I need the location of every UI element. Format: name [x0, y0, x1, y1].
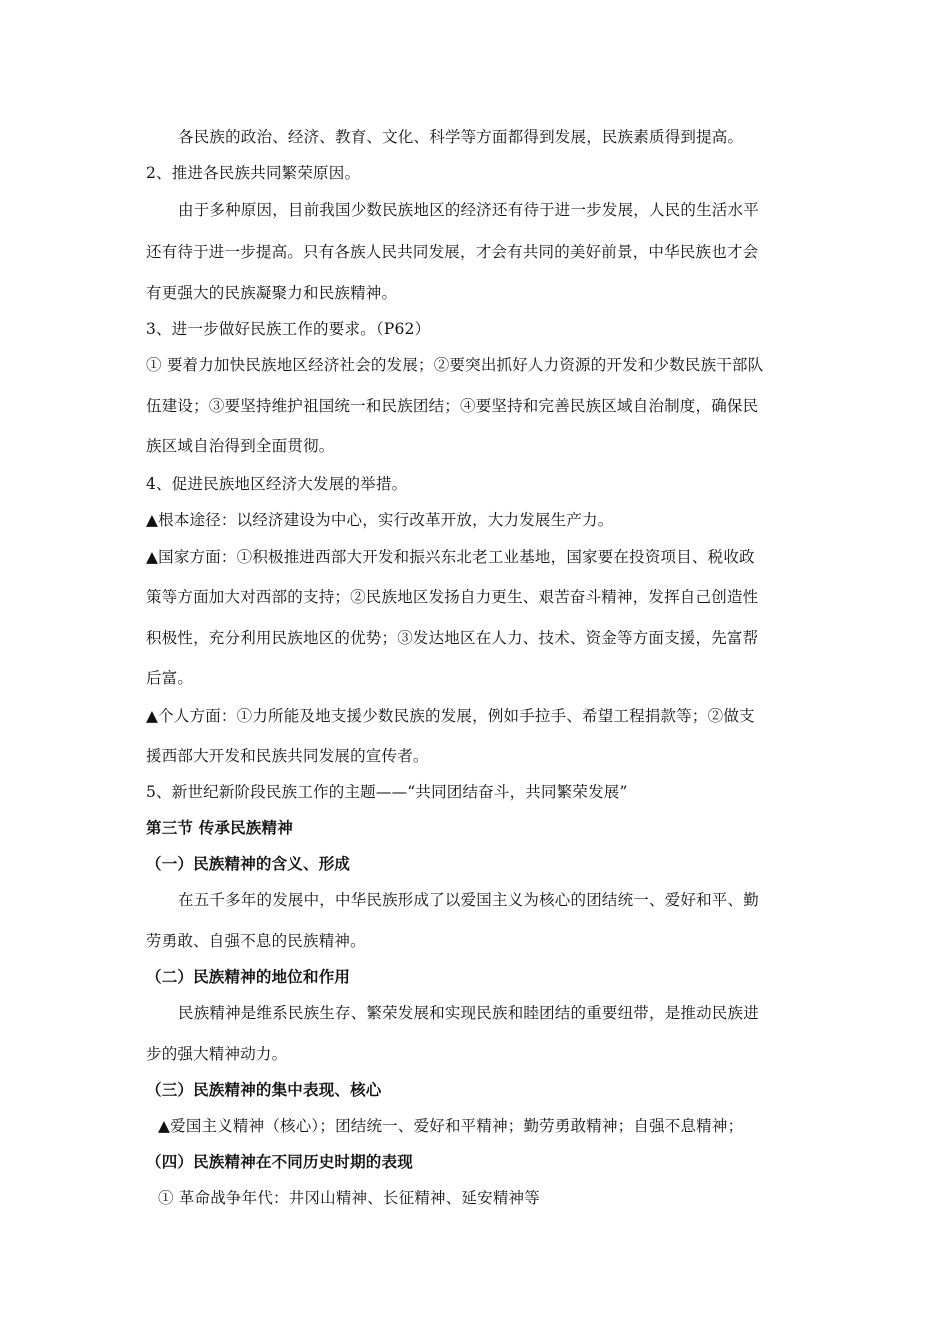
paragraph-line: 有更强大的民族凝聚力和民族精神。 [146, 284, 398, 302]
paragraph-line: 在五千多年的发展中，中华民族形成了以爱国主义为核心的团结统一、爱好和平、勤 [178, 891, 759, 909]
subsection-heading: （三）民族精神的集中表现、核心 [146, 1080, 382, 1099]
paragraph-line: ① 要着力加快民族地区经济社会的发展；②要突出抓好人力资源的开发和少数民族干部队 [146, 356, 764, 374]
subsection-heading: （四）民族精神在不同历史时期的表现 [146, 1152, 413, 1171]
section-heading: 4、促进民族地区经济大发展的举措。 [146, 475, 408, 493]
subsection-heading: （二）民族精神的地位和作用 [146, 967, 351, 986]
subsection-heading: （一）民族精神的含义、形成 [146, 854, 351, 873]
section-heading: 2、推进各民族共同繁荣原因。 [146, 164, 361, 182]
paragraph-line: 民族精神是维系民族生存、繁荣发展和实现民族和睦团结的重要纽带，是推动民族进 [178, 1004, 759, 1022]
paragraph-line: 步的强大精神动力。 [146, 1045, 288, 1063]
paragraph-line: 各民族的政治、经济、教育、文化、科学等方面都得到发展，民族素质得到提高。 [178, 128, 744, 146]
paragraph-line: 积极性，充分利用民族地区的优势；③发达地区在人力、技术、资金等方面支援，先富帮 [146, 629, 759, 647]
paragraph-line: 还有待于进一步提高。只有各族人民共同发展，才会有共同的美好前景，中华民族也才会 [146, 243, 759, 261]
paragraph-line: 伍建设；③要坚持维护祖国统一和民族团结；④要坚持和完善民族区域自治制度，确保民 [146, 397, 759, 415]
paragraph-line: 族区域自治得到全面贯彻。 [146, 437, 335, 455]
bullet-line: ▲个人方面：①力所能及地支援少数民族的发展，例如手拉手、希望工程捐款等；②做支 [146, 707, 755, 725]
paragraph-line: 援西部大开发和民族共同发展的宣传者。 [146, 747, 429, 765]
bullet-line: ▲国家方面：①积极推进西部大开发和振兴东北老工业基地，国家要在投资项目、税收政 [146, 548, 755, 566]
paragraph-line: 后富。 [146, 669, 194, 687]
paragraph-line: 劳勇敢、自强不息的民族精神。 [146, 932, 366, 950]
section-heading: 3、进一步做好民族工作的要求。（P62） [146, 320, 431, 338]
bullet-line: ▲根本途径：以经济建设为中心，实行改革开放，大力发展生产力。 [146, 511, 614, 529]
list-item: ① 革命战争年代：井冈山精神、长征精神、延安精神等 [158, 1189, 540, 1207]
bullet-line: ▲爱国主义精神（核心）；团结统一、爱好和平精神；勤劳勇敢精神；自强不息精神； [158, 1117, 744, 1135]
paragraph-line: 策等方面加大对西部的支持；②民族地区发扬自力更生、艰苦奋斗精神，发挥自己创造性 [146, 588, 759, 606]
section-heading: 5、新世纪新阶段民族工作的主题——“共同团结奋斗，共同繁荣发展” [146, 783, 628, 801]
chapter-heading: 第三节 传承民族精神 [146, 818, 293, 837]
paragraph-line: 由于多种原因，目前我国少数民族地区的经济还有待于进一步发展，人民的生活水平 [178, 201, 759, 219]
